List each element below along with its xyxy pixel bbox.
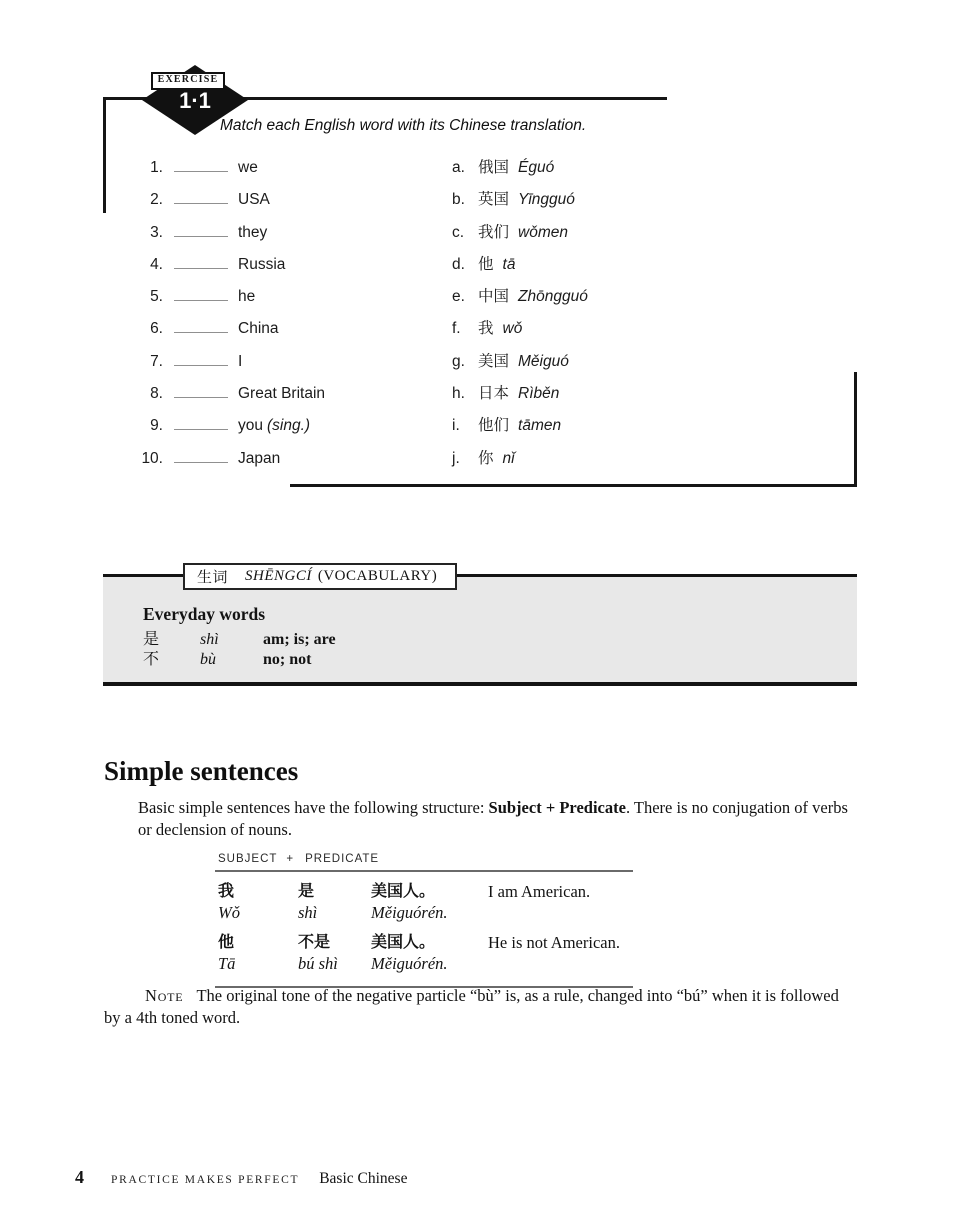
table-pinyin: Wǒ [218, 903, 240, 922]
pinyin: Měiguó [518, 352, 569, 370]
option-letter: j. [452, 449, 460, 467]
option-letter: d. [452, 255, 465, 273]
answer-blank[interactable] [174, 417, 228, 430]
answer-blank[interactable] [174, 450, 228, 463]
chinese-word: 我们 [478, 223, 510, 241]
note-text: The original tone of the negative particle “bù” is, as a rule, changed into “bú” when it is followed by a 4th toned word. [104, 986, 839, 1027]
vocab-heading: Everyday words [143, 604, 266, 624]
table-pinyin: shì [298, 903, 318, 922]
chinese-word: 他 [478, 255, 494, 273]
answer-blank[interactable] [174, 320, 228, 333]
answer-blank[interactable] [174, 256, 228, 269]
chinese-word: 中国 [478, 288, 510, 306]
vocab-meaning: no; not [263, 651, 312, 668]
chinese-word: 日本 [478, 385, 510, 403]
english-word: Great Britain [238, 385, 326, 403]
match-row [103, 413, 857, 445]
book-title: Basic Chinese [319, 1170, 408, 1187]
vocabulary-label [183, 563, 457, 590]
page-footer [75, 1167, 407, 1188]
paragraph-text: . There is no conjugation of verbs or declension of nouns. [138, 798, 848, 839]
answer-blank[interactable] [174, 191, 228, 204]
item-number: 9. [150, 417, 163, 435]
match-row [103, 349, 857, 381]
vocab-entry [143, 630, 857, 650]
pinyin: tāmen [518, 417, 562, 435]
header-subject: SUBJECT [218, 853, 278, 865]
item-number: 6. [150, 320, 163, 338]
exercise-bottom-rule [290, 484, 857, 487]
match-row [103, 446, 857, 478]
vocab-label-pinyin: SHĒNGCÍ [245, 568, 312, 584]
chinese-word: 英国 [478, 191, 510, 209]
pinyin: nǐ [502, 449, 515, 467]
body-paragraph [138, 797, 858, 840]
vocab-pinyin: bù [200, 651, 216, 668]
match-row [103, 381, 857, 413]
option-letter: i. [452, 417, 460, 435]
table-row [215, 881, 633, 923]
table-hanzi: 美国人。 [371, 934, 436, 951]
table-hanzi: 我 [218, 883, 235, 900]
exercise-right-rule [854, 372, 857, 487]
exercise-instruction: Match each English word with its Chinese translation. [220, 117, 587, 134]
note-label: Note [145, 986, 184, 1005]
table-translation: I am American. [488, 882, 591, 901]
option-letter: b. [452, 191, 465, 209]
item-number: 7. [150, 352, 163, 370]
item-number: 3. [150, 223, 163, 241]
word-qualifier: (sing.) [267, 417, 311, 435]
option-letter: g. [452, 352, 465, 370]
note-paragraph [104, 985, 859, 1028]
table-pinyin: bú shì [298, 954, 338, 973]
option-letter: h. [452, 385, 465, 403]
answer-blank[interactable] [174, 353, 228, 366]
match-row [103, 284, 857, 316]
pinyin: Yīngguó [518, 191, 575, 209]
table-pinyin: Měiguórén. [371, 954, 448, 973]
exercise-number: 1·1 [179, 88, 211, 113]
chinese-word: 你 [478, 449, 494, 467]
english-word: he [238, 288, 256, 306]
vocab-entry [143, 650, 857, 670]
item-number: 8. [150, 385, 163, 403]
table-hanzi: 不是 [298, 934, 331, 951]
page-number: 4 [75, 1167, 84, 1187]
match-row [103, 316, 857, 348]
option-letter: c. [452, 223, 465, 241]
english-word: we [238, 159, 258, 176]
section-title: Simple sentences [104, 756, 299, 786]
item-number: 5. [150, 288, 163, 306]
table-translation: He is not American. [488, 933, 620, 952]
table-header [215, 853, 633, 872]
option-letter: a. [452, 159, 465, 176]
pinyin: Zhōngguó [518, 288, 588, 306]
vocab-meaning: am; is; are [263, 631, 336, 648]
table-pinyin: Tā [218, 954, 236, 973]
english-word: Japan [238, 449, 281, 467]
english-word: you [238, 417, 263, 435]
pinyin: wǒmen [518, 223, 568, 241]
english-word: I [238, 352, 243, 370]
pinyin: Rìběn [518, 385, 560, 403]
item-number: 4. [150, 255, 163, 273]
pinyin: wǒ [502, 320, 523, 338]
table-row [215, 932, 633, 974]
pinyin: tā [502, 255, 516, 273]
table-hanzi: 是 [298, 883, 315, 900]
series-title: PRACTICE MAKES PERFECT [111, 1174, 300, 1186]
table-hanzi: 他 [218, 934, 235, 951]
answer-blank[interactable] [174, 288, 228, 301]
match-row [103, 187, 857, 219]
paragraph-bold-text: Subject + Predicate [488, 798, 626, 817]
vocab-hanzi: 不 [143, 651, 160, 668]
chinese-word: 我 [478, 320, 494, 338]
item-number: 1. [150, 159, 163, 176]
table-hanzi: 美国人。 [371, 883, 436, 900]
english-word: they [238, 223, 268, 241]
match-row [103, 220, 857, 252]
chinese-word: 俄国 [478, 159, 510, 176]
vocab-label-en: (VOCABULARY) [317, 568, 438, 584]
pinyin: Éguó [518, 159, 555, 176]
vocab-hanzi: 是 [143, 631, 160, 648]
matching-exercise [103, 155, 857, 478]
option-letter: e. [452, 288, 465, 306]
answer-blank[interactable] [174, 159, 228, 172]
chinese-word: 美国 [478, 352, 510, 370]
table-pinyin: Měiguórén. [371, 903, 448, 922]
english-word: USA [238, 191, 270, 209]
match-row [103, 155, 857, 187]
vocab-pinyin: shì [200, 631, 219, 648]
vocab-label-hanzi: 生词 [197, 570, 229, 586]
paragraph-text: Basic simple sentences have the following structure: [138, 798, 489, 817]
answer-blank[interactable] [174, 385, 228, 398]
chinese-word: 他们 [478, 417, 510, 435]
vocabulary-panel [103, 568, 857, 686]
header-predicate: PREDICATE [305, 853, 380, 865]
english-word: China [238, 320, 279, 338]
match-row [103, 252, 857, 284]
english-word: Russia [238, 255, 286, 273]
header-plus: + [286, 853, 295, 865]
option-letter: f. [452, 320, 461, 338]
exercise-badge: EXERCISE [151, 72, 225, 90]
sentence-table [215, 853, 633, 988]
answer-blank[interactable] [174, 224, 228, 237]
item-number: 2. [150, 191, 163, 209]
item-number: 10. [141, 449, 163, 467]
